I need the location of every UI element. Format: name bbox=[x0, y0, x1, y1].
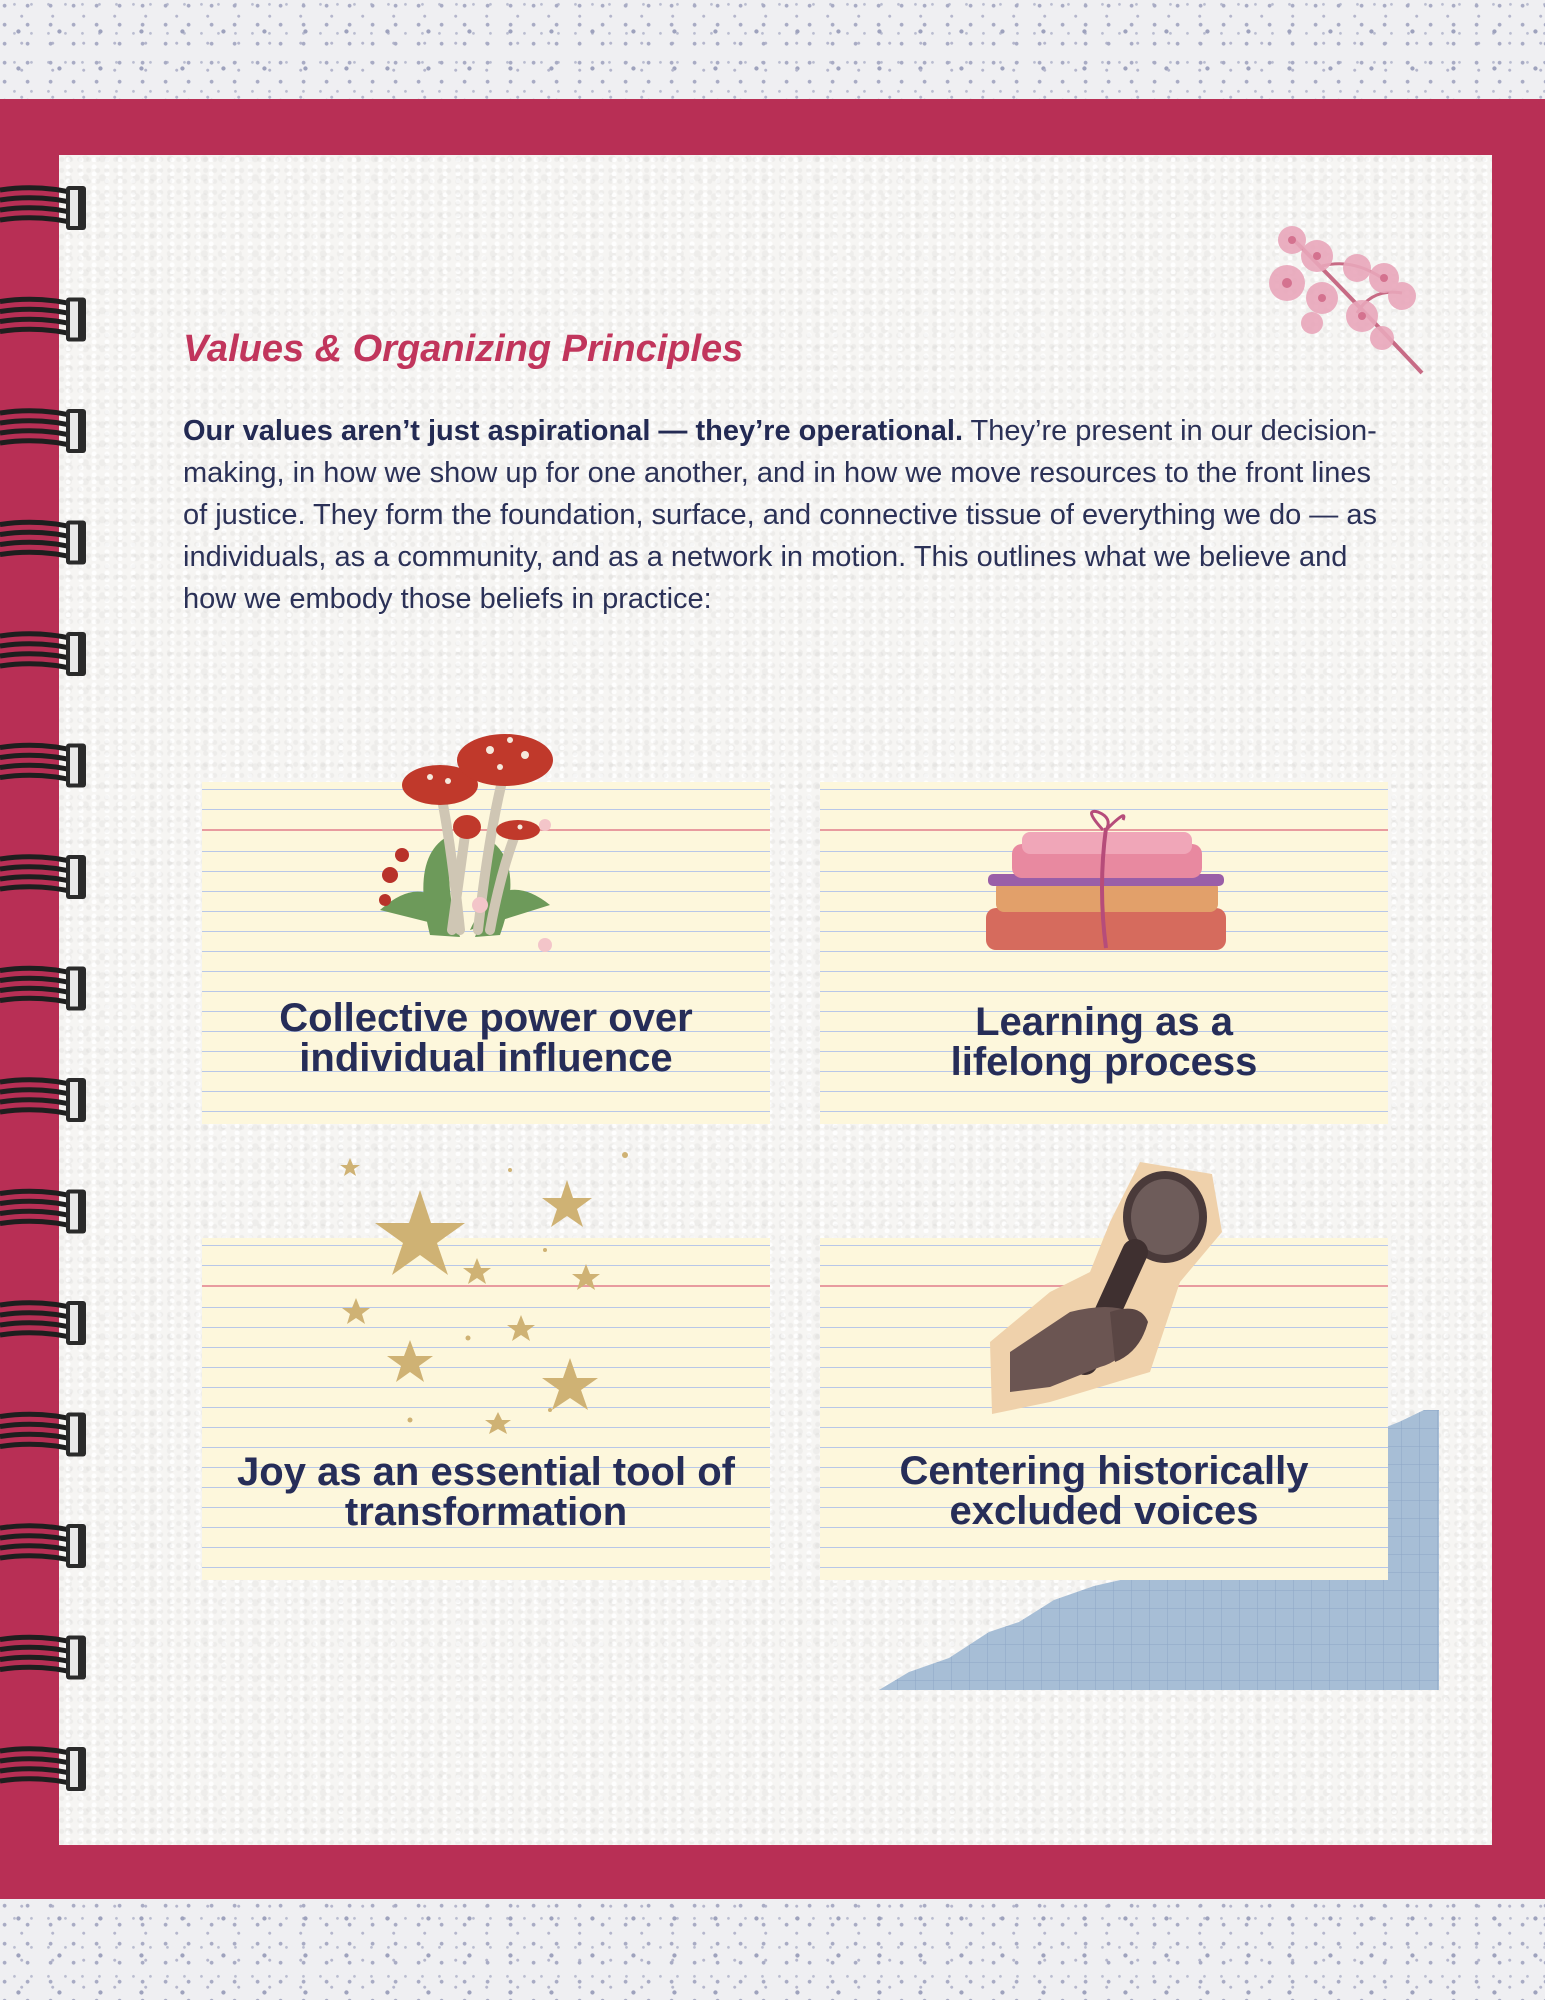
value-card-title bbox=[820, 1002, 1388, 1082]
value-card-title-line2: excluded voices bbox=[949, 1489, 1259, 1533]
value-card-title-line1: Learning as a bbox=[975, 1000, 1233, 1044]
spiral-ring bbox=[0, 298, 86, 342]
page-title: Values & Organizing Principles bbox=[183, 328, 744, 370]
spiral-ring bbox=[0, 967, 86, 1011]
stars-icon bbox=[340, 1140, 640, 1440]
value-card-title-line1: Joy as an essential tool of bbox=[237, 1450, 735, 1494]
intro-body: They’re present in our decision-making, in how we show up for one another, and in how we move resources to the front lines of justice. They form the foundation, surface, and connective tissue of everything we do — as individuals, as a community, and as a network in motion. This outlines what we believe and how we embody those beliefs in practice: bbox=[183, 415, 1377, 615]
value-card-title bbox=[202, 998, 770, 1078]
spiral-ring bbox=[0, 1747, 86, 1791]
spiral-ring bbox=[0, 521, 86, 565]
spiral-ring bbox=[0, 1190, 86, 1234]
microphone-icon bbox=[990, 1162, 1222, 1414]
intro-paragraph bbox=[183, 410, 1393, 620]
cherry-blossom-icon bbox=[1262, 218, 1432, 378]
value-card-title-line2: individual influence bbox=[299, 1036, 673, 1080]
value-card-title bbox=[820, 1451, 1388, 1531]
spiral-ring bbox=[0, 855, 86, 899]
spiral-ring bbox=[0, 409, 86, 453]
mushroom-icon bbox=[340, 715, 590, 965]
spiral-ring bbox=[0, 1078, 86, 1122]
spiral-ring bbox=[0, 1413, 86, 1457]
spiral-ring bbox=[0, 1524, 86, 1568]
value-card-title-line2: lifelong process bbox=[950, 1040, 1258, 1084]
spiral-ring bbox=[0, 744, 86, 788]
value-card-title-line2: transformation bbox=[344, 1490, 628, 1534]
spiral-ring bbox=[0, 1636, 86, 1680]
spiral-binding bbox=[0, 0, 100, 2000]
spiral-ring bbox=[0, 1301, 86, 1345]
intro-lead: Our values aren’t just aspirational — they’re operational. bbox=[183, 415, 963, 447]
spiral-ring bbox=[0, 186, 86, 230]
value-card-title-line1: Centering historically bbox=[899, 1449, 1309, 1493]
books-icon bbox=[978, 808, 1234, 958]
spiral-ring bbox=[0, 632, 86, 676]
value-card-title bbox=[202, 1452, 770, 1532]
value-card-title-line1: Collective power over bbox=[279, 996, 693, 1040]
